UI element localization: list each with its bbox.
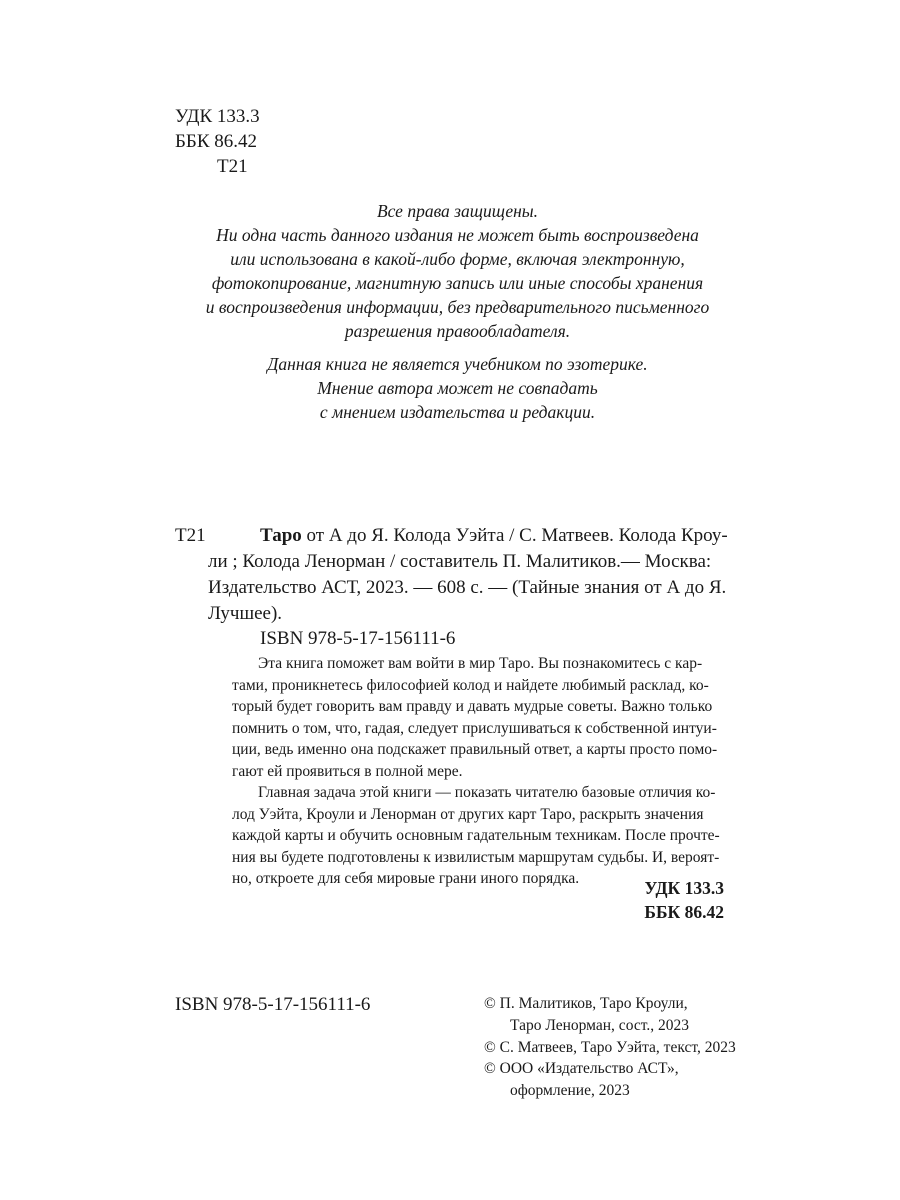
rights-notice bbox=[130, 199, 785, 343]
catalog-first-line-text: от А до Я. Колода Уэйта / С. Матвеев. Колода Кроу- bbox=[301, 525, 728, 546]
catalog-first-line bbox=[208, 523, 746, 549]
rights-line: фотокопирование, магнитную запись или иные способы хранения bbox=[211, 273, 704, 293]
bottom-bbk-code: ББК 86.42 bbox=[644, 902, 724, 922]
copyright-block bbox=[484, 993, 736, 1102]
annotation-line: ния вы будете подготовлены к извилистым маршрутам судьбы. И, вероят- bbox=[232, 848, 720, 866]
catalog-title: Таро bbox=[260, 525, 302, 546]
annotation-line: Главная задача этой книги — показать читателю базовые отличия ко- bbox=[258, 784, 716, 801]
rights-line: разрешения правообладателя. bbox=[344, 321, 571, 341]
annotation-line: лод Уэйта, Кроули и Ленорман от других карт Таро, раскрыть значения bbox=[232, 805, 704, 823]
copyright-line: оформление, 2023 bbox=[510, 1082, 630, 1100]
annotation-line: ции, ведь именно она подскажет правильный ответ, а карты просто помо- bbox=[232, 741, 718, 758]
catalog-line: Лучшее). bbox=[208, 603, 283, 624]
disclaimer bbox=[130, 352, 785, 424]
annotation-line: Эта книга поможет вам войти в мир Таро. Вы познакомитесь с кар- bbox=[258, 655, 703, 672]
annotation-line: гают ей проявиться в полной мере. bbox=[232, 762, 463, 780]
bbk-code: ББК 86.42 bbox=[175, 131, 257, 152]
bottom-classification-codes bbox=[560, 876, 724, 924]
annotation-line: каждой карты и обучить основным гадательным техникам. После прочте- bbox=[232, 827, 720, 844]
classification-codes bbox=[175, 104, 260, 179]
rights-line: Ни одна часть данного издания не может быть воспроизведена bbox=[216, 225, 699, 245]
copyright-line: © ООО «Издательство АСТ», bbox=[484, 1060, 679, 1078]
catalog-line: ли ; Колода Ленорман / составитель П. Малитиков.— Москва: bbox=[208, 551, 712, 572]
annotation-line: но, откроете для себя мировые грани иного порядка. bbox=[232, 870, 580, 887]
author-mark: Т21 bbox=[217, 156, 248, 177]
annotation-line: помнить о том, что, гадая, следует прислушиваться к собственной интуи- bbox=[232, 719, 717, 737]
disclaimer-line: Мнение автора может не совпадать bbox=[317, 378, 598, 398]
copyright-line: © С. Матвеев, Таро Уэйта, текст, 2023 bbox=[484, 1038, 736, 1056]
copyright-line: © П. Малитиков, Таро Кроули, bbox=[484, 995, 688, 1012]
catalog-line: Издательство АСТ, 2023. — 608 с. — (Тайные знания от А до Я. bbox=[208, 577, 727, 598]
footer-isbn: ISBN 978-5-17-156111-6 bbox=[175, 994, 371, 1015]
annotation-line: торый будет говорить вам правду и давать мудрые советы. Важно только bbox=[232, 698, 713, 715]
catalog-isbn: ISBN 978-5-17-156111-6 bbox=[260, 628, 456, 649]
udk-code: УДК 133.3 bbox=[175, 106, 260, 127]
bottom-udk-code: УДК 133.3 bbox=[644, 878, 724, 898]
catalog-description bbox=[208, 523, 746, 627]
annotation-line: тами, проникнетесь философией колод и найдете любимый расклад, ко- bbox=[232, 676, 709, 694]
disclaimer-line: Данная книга не является учебником по эзотерике. bbox=[267, 354, 648, 374]
rights-line: Все права защищены. bbox=[376, 201, 539, 221]
copyright-line: Таро Ленорман, сост., 2023 bbox=[510, 1016, 689, 1034]
rights-line: и воспроизведения информации, без предварительного письменного bbox=[205, 297, 710, 317]
disclaimer-line: с мнением издательства и редакции. bbox=[319, 402, 596, 422]
rights-line: или использована в какой-либо форме, включая электронную, bbox=[230, 249, 685, 269]
annotation bbox=[232, 653, 744, 890]
catalog-author-mark: Т21 bbox=[175, 525, 206, 546]
